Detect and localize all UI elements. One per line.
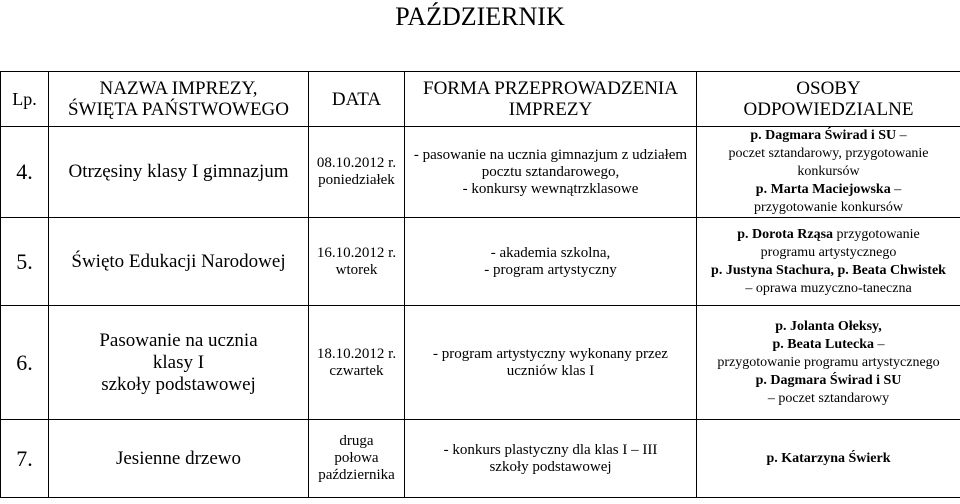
header-form: FORMA PRZEPROWADZENIA IMPREZY	[405, 72, 697, 127]
header-responsible: OSOBY ODPOWIEDZIALNE	[697, 72, 960, 127]
event-responsible: p. Dagmara Świrad i SU – poczet sztandarowy, przygotowanie konkursów p. Marta Maciejowska – przygotowanie konkursów	[697, 127, 960, 218]
event-date: 18.10.2012 r. czwartek	[309, 306, 405, 420]
table-row	[1, 127, 960, 218]
page-title: PAŹDZIERNIK	[395, 2, 565, 31]
event-date: 16.10.2012 r. wtorek	[309, 218, 405, 306]
event-date: 08.10.2012 r. poniedziałek	[309, 127, 405, 218]
header-date: DATA	[309, 72, 405, 127]
table-row	[1, 306, 960, 420]
event-form: - program artystyczny wykonany przez uczniów klas I	[405, 306, 697, 420]
schedule-table	[0, 71, 960, 498]
event-date: druga połowa października	[309, 420, 405, 498]
event-name: Pasowanie na ucznia klasy I szkoły podstawowej	[49, 306, 309, 420]
event-responsible: p. Dorota Rząsa przygotowanie programu artystycznego p. Justyna Stachura, p. Beata Chwistek – oprawa muzyczno-taneczna	[697, 218, 960, 306]
row-number: 4.	[1, 127, 49, 218]
event-name: Otrzęsiny klasy I gimnazjum	[49, 127, 309, 218]
row-number: 5.	[1, 218, 49, 306]
row-number: 6.	[1, 306, 49, 420]
event-responsible: p. Jolanta Ołeksy, p. Beata Lutecka – przygotowanie programu artystycznego p. Dagmara Świrad i SU – poczet sztandarowy	[697, 306, 960, 420]
row-number: 7.	[1, 420, 49, 498]
table-header-row	[1, 72, 960, 127]
header-lp: Lp.	[1, 72, 49, 127]
table-row	[1, 218, 960, 306]
table-row	[1, 420, 960, 498]
event-form: - konkurs plastyczny dla klas I – III szkoły podstawowej	[405, 420, 697, 498]
event-name: Święto Edukacji Narodowej	[49, 218, 309, 306]
event-responsible: p. Katarzyna Świerk	[697, 420, 960, 498]
event-name: Jesienne drzewo	[49, 420, 309, 498]
event-form: - pasowanie na ucznia gimnazjum z udziałem pocztu sztandarowego, - konkursy wewnątrzklasowe	[405, 127, 697, 218]
header-name: NAZWA IMPREZY, ŚWIĘTA PAŃSTWOWEGO	[49, 72, 309, 127]
event-form: - akademia szkolna, - program artystyczny	[405, 218, 697, 306]
